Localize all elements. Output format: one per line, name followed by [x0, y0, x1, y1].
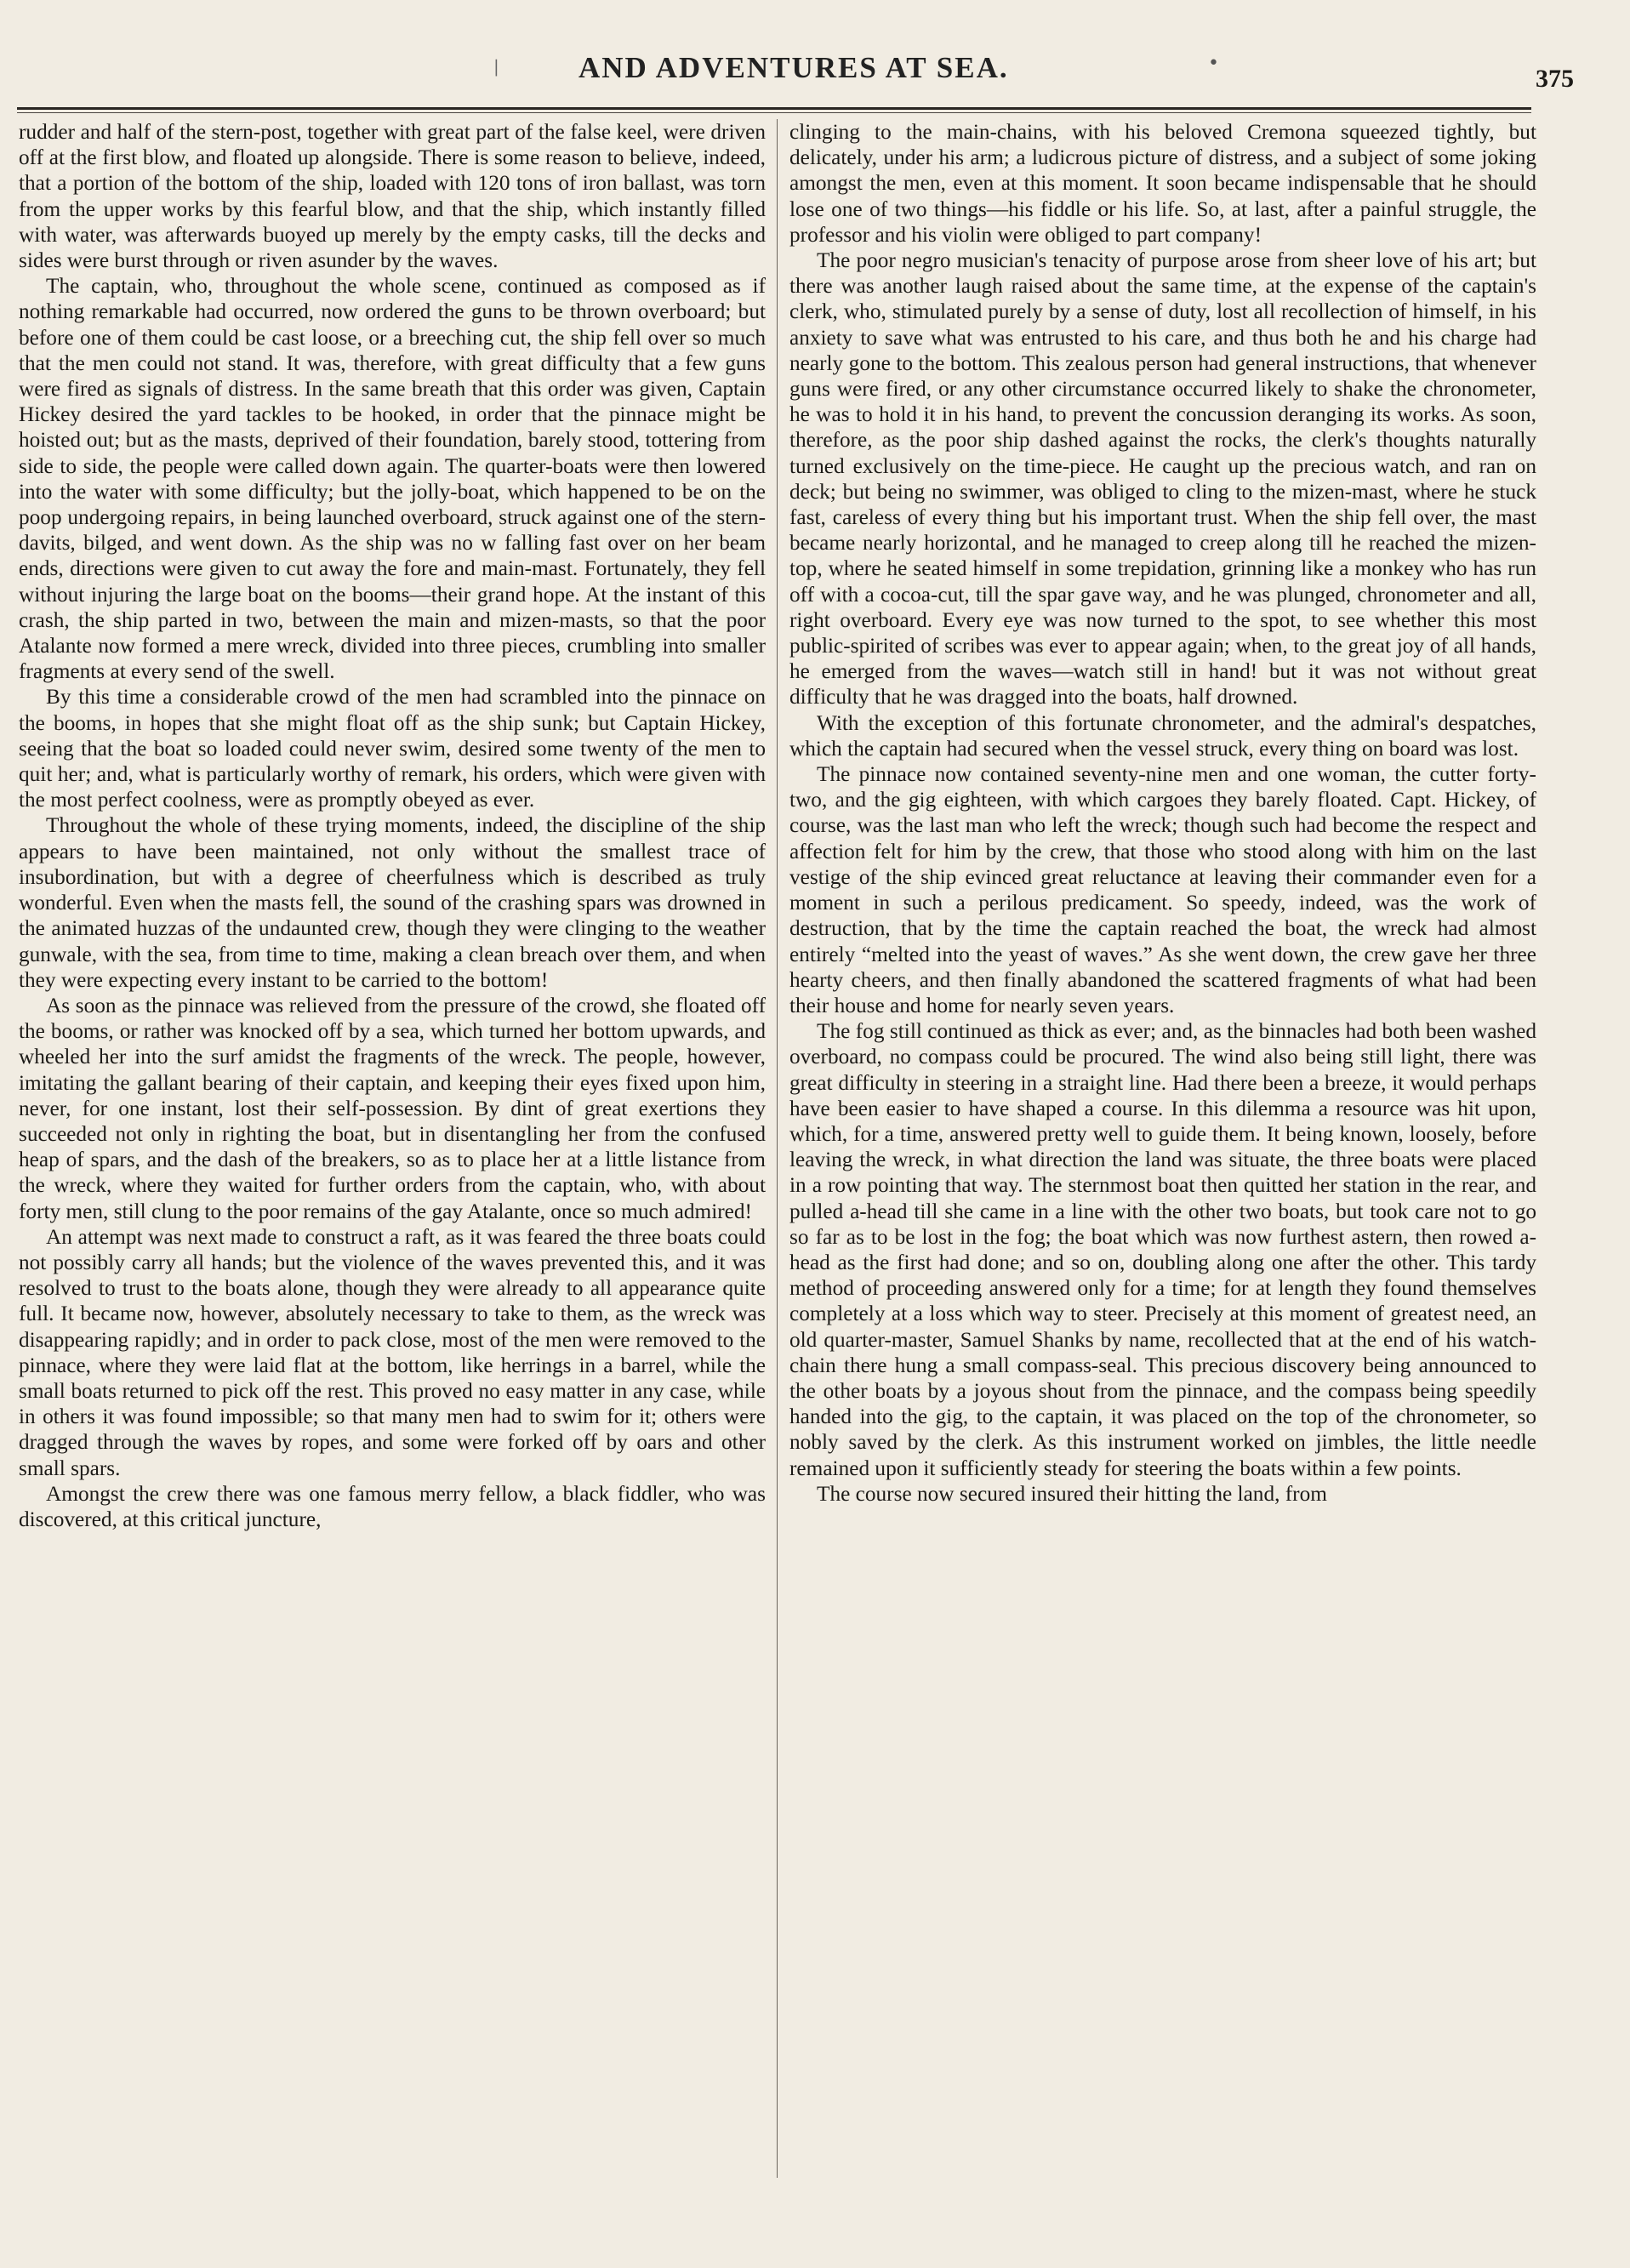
paragraph: Amongst the crew there was one famous merry fellow, a black fiddler, who was discovered, at this critical juncture, [19, 1481, 766, 1531]
paragraph: By this time a considerable crowd of the men had scrambled into the pinnace on the booms, in hopes that she might float off as the ship sunk; but Captain Hickey, seeing that the boat so loaded could never swim, desired some twenty of the men to quit her; and, what is particularly worthy of remark, his orders, which were given with the most perfect coolness, were as promptly obeyed as ever. [19, 685, 766, 812]
paragraph: clinging to the main-chains, with his beloved Cremona squeezed tightly, but delicately, under his arm; a ludicrous picture of distress, and a subject of some joking amongst the men, even at this moment. It soon became indispensable that he should lose one of two things—his fiddle or his life. So, at last, after a painful struggle, the professor and his violin were obliged to part company! [789, 120, 1536, 247]
paragraph: The course now secured insured their hitting the land, from [817, 1481, 1327, 1506]
running-title: AND ADVENTURES AT SEA. [578, 51, 1009, 84]
paragraph: rudder and half of the stern-post, together with great part of the false keel, were driven off at the first blow, and floated up alongside. There is some reason to believe, indeed, that a portion of the bottom of the ship, loaded with 120 tons of iron ballast, was torn from the upper works by this fearful blow, and that the ship, which instantly filled with water, was afterwards buoyed up merely by the empty casks, till the decks and sides were burst through or riven asunder by the waves. [19, 120, 766, 273]
printer-dot: • [1208, 53, 1219, 74]
paragraph: The pinnace now contained seventy-nine men and one woman, the cutter forty-two, and the gig eighteen, with which cargoes they barely floated. Capt. Hickey, of course, was the last man who left the wreck; though such had become the respect and affection felt for him by the crew, that those who stood along with him on the last vestige of the ship evinced great reluctance at leaving their commander even for a moment in such a perilous predicament. So speedy, indeed, was the work of destruction, that by the time the captain reached the boat, the wreck had almost entirely “melted into the yeast of waves.” As she went down, the crew gave her three hearty cheers, and then finally abandoned the scattered fragments of what had been their house and home for nearly seven years. [789, 762, 1536, 1017]
left-column [19, 119, 766, 1532]
paragraph: As soon as the pinnace was relieved from the pressure of the crowd, she floated off the booms, or rather was knocked off by a sea, which turned her bottom upwards, and wheeled her into the surf amidst the fragments of the wreck. The people, however, imitating the gallant bearing of their captain, and keeping their eyes fixed upon him, never, for one instant, lost their self-possession. By dint of great exertions they succeeded not only in righting the boat, but in disentangling her from the confused heap of spars, and the dash of the breakers, so as to place her at a little listance from the wreck, where they waited for further orders from the captain, who, with about forty men, still clung to the poor remains of the gay Atalante, once so much admired! [19, 993, 766, 1223]
paragraph: The poor negro musician's tenacity of purpose arose from sheer love of his art; but there was another laugh raised about the same time, at the expense of the captain's clerk, who, stimulated purely by a sense of duty, lost all recollection of himself, in his anxiety to save what was entrusted to his care, and thus both he and his charge had nearly gone to the bottom. This zealous person had general instructions, that whenever guns were fired, or any other circumstance occurred likely to shake the chronometer, he was to hold it in his hand, to prevent the concussion deranging its works. As soon, therefore, as the poor ship dashed against the rocks, the clerk's thoughts naturally turned exclusively on the time-piece. He caught up the precious watch, and ran on deck; but being no swimmer, was obliged to cling to the mizen-mast, where he stuck fast, careless of every thing but his important trust. When the ship fell over, the mast became nearly horizontal, and he managed to creep along till he reached the mizen-top, where he seated himself in some trepidation, grinning like a monkey who has run off with a cocoa-cut, till the spar gave way, and he was plunged, chronometer and all, right overboard. Every eye was now turned to the spot, to see whether this most public-spirited of scribes was ever to appear again; when, to the great joy of all hands, he emerged from the waves—watch still in hand! but it was not without great difficulty that he was dragged into the boats, half drowned. [789, 248, 1536, 709]
paragraph: The captain, who, throughout the whole scene, continued as composed as if nothing remarkable had occurred, now ordered the guns to be thrown overboard; but before one of them could be cast loose, or a breeching cut, the ship fell over so much that the men could not stand. It was, therefore, with great difficulty that a few guns were fired as signals of distress. In the same breath that this order was given, Captain Hickey desired the yard tackles to be hooked, in order that the pinnace might be hoisted out; but as the masts, deprived of their foundation, barely stood, tottering from side to side, the people were called down again. The quarter-boats were then lowered into the water with some difficulty; but the jolly-boat, which happened to be on the poop undergoing repairs, in being launched overboard, struck against one of the stern-davits, bilged, and went down. As the ship was no w falling fast over on her beam ends, directions were given to cut away the fore and main-mast. Fortunately, they fell without injuring the large boat on the booms—their grand hope. At the instant of this crash, the ship parted in two, between the main and mizen-masts, so that the poor Atalante now formed a mere wreck, divided into three pieces, crumbling into smaller fragments at every send of the swell. [19, 274, 766, 684]
right-column [789, 119, 1536, 1507]
page-number: 375 [1536, 65, 1574, 93]
paragraph: Throughout the whole of these trying moments, indeed, the discipline of the ship appears to have been maintained, not only without the smallest trace of insubordination, but with a degree of cheerfulness which is described as truly wonderful. Even when the masts fell, the sound of the crashing spars was drowned in the animated huzzas of the undaunted crew, though they were clinging to the weather gunwale, with the sea, from time to time, making a clean breach over them, and when they were expecting every instant to be carried to the bottom! [19, 813, 766, 992]
paragraph: An attempt was next made to construct a raft, as it was feared the three boats could not possibly carry all hands; but the violence of the waves prevented this, and it was resolved to trust to the boats alone, though they were already to all appearance quite full. It became now, however, absolutely necessary to take to them, as the wreck was disappearing rapidly; and in order to pack close, most of the men were removed to the pinnace, where they were laid flat at the bottom, like herrings in a barrel, while the small boats returned to pick off the rest. This proved no easy matter in any case, while in others it was found impossible; so that many men had to swim for it; others were dragged through the waves by ropes, and some were forked off by oars and other small spars. [19, 1224, 766, 1480]
paragraph: The fog still continued as thick as ever; and, as the binnacles had both been washed overboard, no compass could be procured. The wind also being still light, there was great difficulty in steering in a straight line. Had there been a breeze, it would perhaps have been easier to have shaped a course. In this dilemma a resource was hit upon, which, for a time, answered pretty well to guide them. It being known, loosely, before leaving the wreck, in what direction the land was situate, the three boats were placed in a row pointing that way. The sternmost boat then quitted her station in the rear, and pulled a-head till she came in a line with the other two boats, but took care not to go so far as to be lost in the fog; the boat which was now furthest astern, then rowed a-head as the first had done; and so on, doubling along one after the other. This tardy method of proceeding answered only for a time; for at length they found themselves completely at a loss which way to steer. Precisely at this moment of greatest need, an old quarter-master, Samuel Shanks by name, recollected that at the end of his watch-chain there hung a small compass-seal. This precious discovery being announced to the other boats by a joyous shout from the pinnace, and the compass being speedily handed into the gig, to the captain, it was placed on the top of the chronometer, so nobly saved by the clerk. As this instrument worked on jimbles, the little needle remained upon it sufficiently steady for steering the boats within a few points. [789, 1019, 1536, 1480]
printer-mark: | [493, 56, 499, 77]
column-divider [777, 119, 778, 2178]
page-header [17, 41, 1574, 109]
header-rule-thin [17, 112, 1531, 113]
paragraph: With the exception of this fortunate chronometer, and the admiral's despatches, which the captain had secured when the vessel struck, every thing on board was lost. [789, 710, 1536, 761]
header-rule [17, 107, 1531, 110]
